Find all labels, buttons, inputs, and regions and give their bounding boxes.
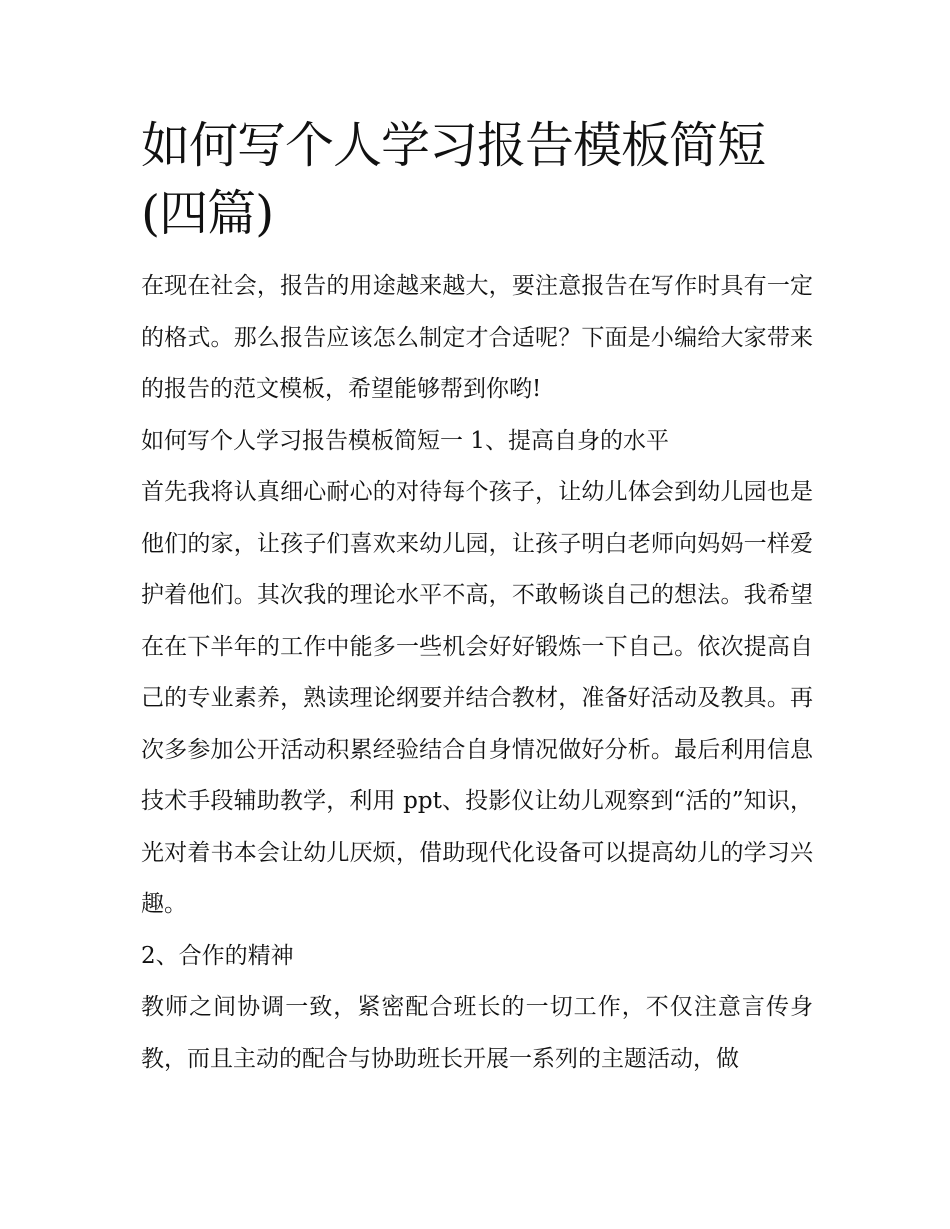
section-2-heading: 2、合作的精神	[141, 942, 294, 969]
intro-paragraph: 在现在社会，报告的用途越来越大，要注意报告在写作时具有一定的格式。那么报告应该怎么制定才合适呢？下面是小编给大家带来的报告的范文模板，希望能够帮到你哟!	[141, 273, 813, 402]
section-2-body: 教师之间协调一致，紧密配合班长的一切工作，不仅注意言传身教，而且主动的配合与协助班长开展一系列的主题活动，做	[141, 994, 813, 1072]
document-content	[141, 112, 813, 1085]
section-1-body: 首先我将认真细心耐心的对待每个孩子，让幼儿体会到幼儿园也是他们的家，让孩子们喜欢来幼儿园，让孩子明白老师向妈妈一样爱护着他们。其次我的理论水平不高，不敢畅谈自己的想法。我希望在在下半年的工作中能多一些机会好好锻炼一下自己。依次提高自己的专业素养，熟读理论纲要并结合教材，准备好活动及教具。再次多参加公开活动积累经验结合自身情况做好分析。最后利用信息技术手段辅助教学，利用 ppt、投影仪让幼儿观察到“活的”知识，光对着书本会让幼儿厌烦，借助现代化设备可以提高幼儿的学习兴趣。	[141, 479, 813, 917]
section-1-heading: 如何写个人学习报告模板简短一 1、提高自身的水平	[141, 427, 669, 454]
document-title: 如何写个人学习报告模板简短(四篇)	[141, 117, 766, 242]
